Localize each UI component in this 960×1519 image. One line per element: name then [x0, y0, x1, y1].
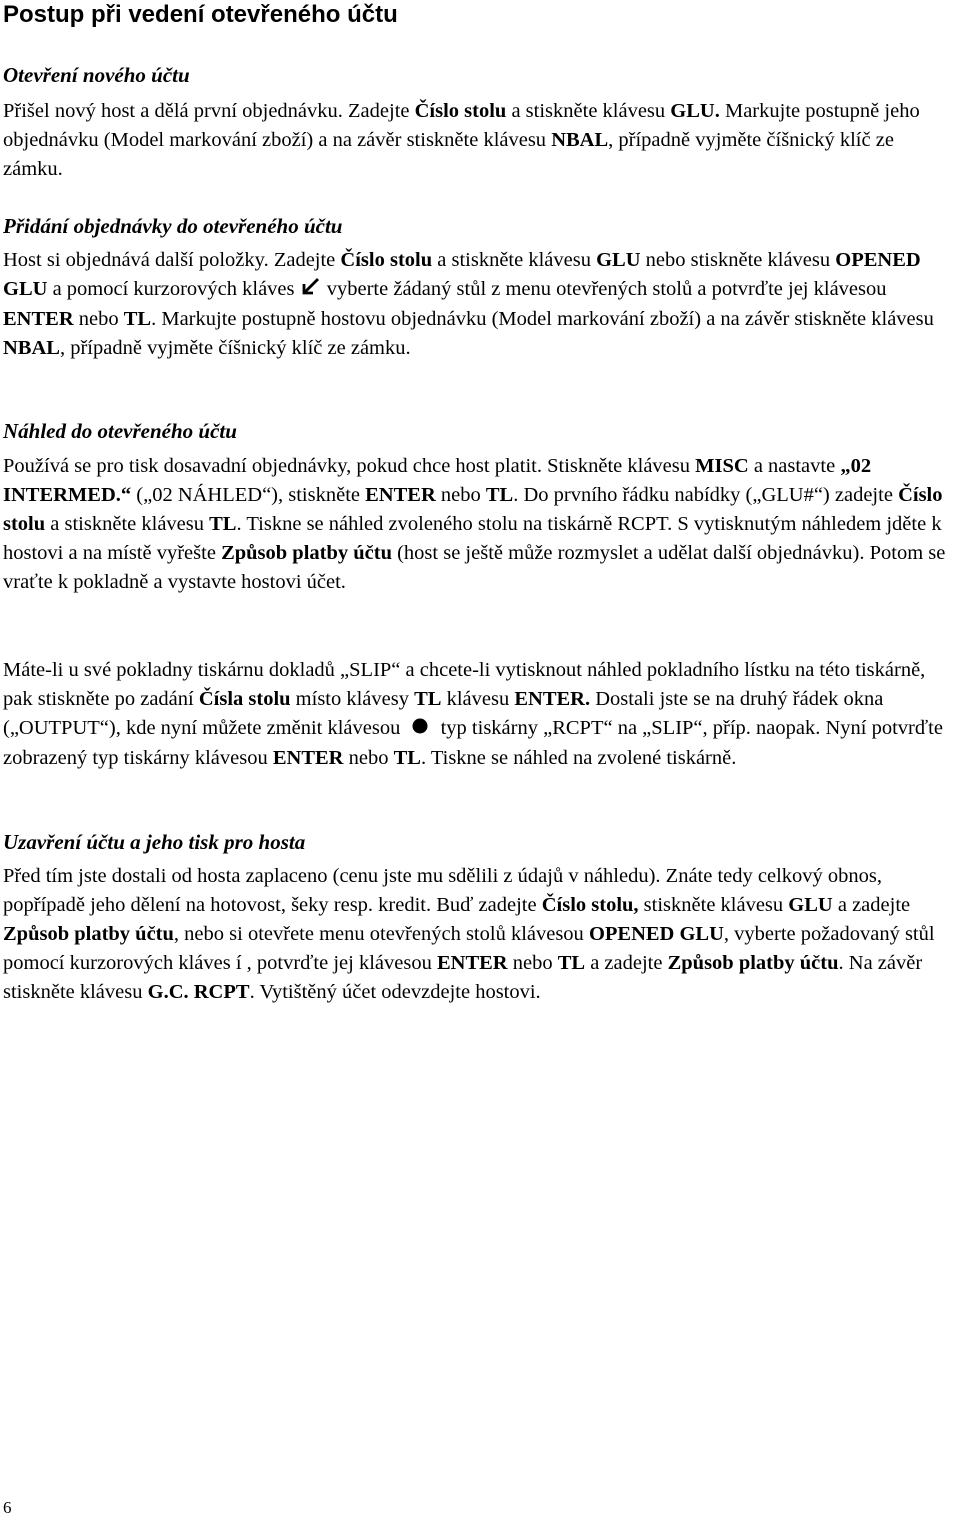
page-title: Postup při vedení otevřeného účtu: [3, 1, 398, 28]
paragraph-open-new: Přišel nový host a dělá první objednávku. Zadejte Číslo stolu a stiskněte klávesu GLU. Markujte postupně jeho objednávku (Model markování zboží) a na závěr stiskněte klávesu NBAL, případně vyjměte číšnický klíč ze zámku.: [3, 100, 920, 180]
paragraph-close-account: Před tím jste dostali od hosta zaplaceno (cenu jste mu sdělili z údajů v náhledu). Znáte tedy celkový obnos, popřípadě jeho dělení na hotovost, šeky resp. kredit. Buď zadejte Číslo stolu, stiskněte klávesu GLU a zadejte Způsob platby účtu, nebo si otevřete menu otevřených stolů klávesou OPENED GLU, vyberte požadovaný stůl pomocí kurzorových kláves í , potvrďte jej klávesou ENTER nebo TL a zadejte Způsob platby účtu. Na závěr stiskněte klávesu G.C. RCPT. Vytištěný účet odevzdejte hostovi.: [3, 865, 935, 1003]
page-number: 6: [3, 1498, 12, 1517]
arrow-down-left-icon: [300, 276, 322, 305]
section-heading-open-new: Otevření nového účtu: [3, 63, 190, 87]
section-heading-preview: Náhled do otevřeného účtu: [3, 419, 237, 443]
paragraph-add-order: Host si objednává další položky. Zadejte Číslo stolu a stiskněte klávesu GLU nebo stiskněte klávesu OPENED GLU a pomocí kurzorových kláves vyberte žádaný stůl z menu otevřených stolů a potvrďte jej klávesou ENTER nebo TL. Markujte postupně hostovu objednávku (Model markování zboží) a na závěr stiskněte klávesu NBAL, případně vyjměte číšnický klíč ze zámku.: [3, 249, 934, 359]
bullet-dot-icon: [411, 715, 429, 744]
paragraph-preview-1: Používá se pro tisk dosavadní objednávky, pokud chce host platit. Stiskněte klávesu MISC a nastavte „02 INTERMED.“ („02 NÁHLED“), stiskněte ENTER nebo TL. Do prvního řádku nabídky („GLU#“) zadejte Číslo stolu a stiskněte klávesu TL. Tiskne se náhled zvoleného stolu na tiskárně RCPT. S vytisknutým náhledem jděte k hostovi a na místě vyřešte Způsob platby účtu (host se ještě může rozmyslet a udělat další objednávku). Potom se vraťte k pokladně a vystavte hostovi účet.: [3, 455, 946, 593]
section-heading-close-account: Uzavření účtu a jeho tisk pro hosta: [3, 830, 306, 854]
section-heading-add-order: Přidání objednávky do otevřeného účtu: [3, 214, 343, 238]
paragraph-preview-2: Máte-li u své pokladny tiskárnu dokladů „SLIP“ a chcete-li vytisknout náhled pokladního lístku na této tiskárně, pak stiskněte po zadání Čísla stolu místo klávesy TL klávesu ENTER. Dostali jste se na druhý řádek okna („OUTPUT“), kde nyní můžete změnit klávesou typ tiskárny „RCPT“ na „SLIP“, příp. naopak. Nyní potvrďte zobrazený typ tiskárny klávesou ENTER nebo TL. Tiskne se náhled na zvolené tiskárně.: [3, 659, 943, 769]
